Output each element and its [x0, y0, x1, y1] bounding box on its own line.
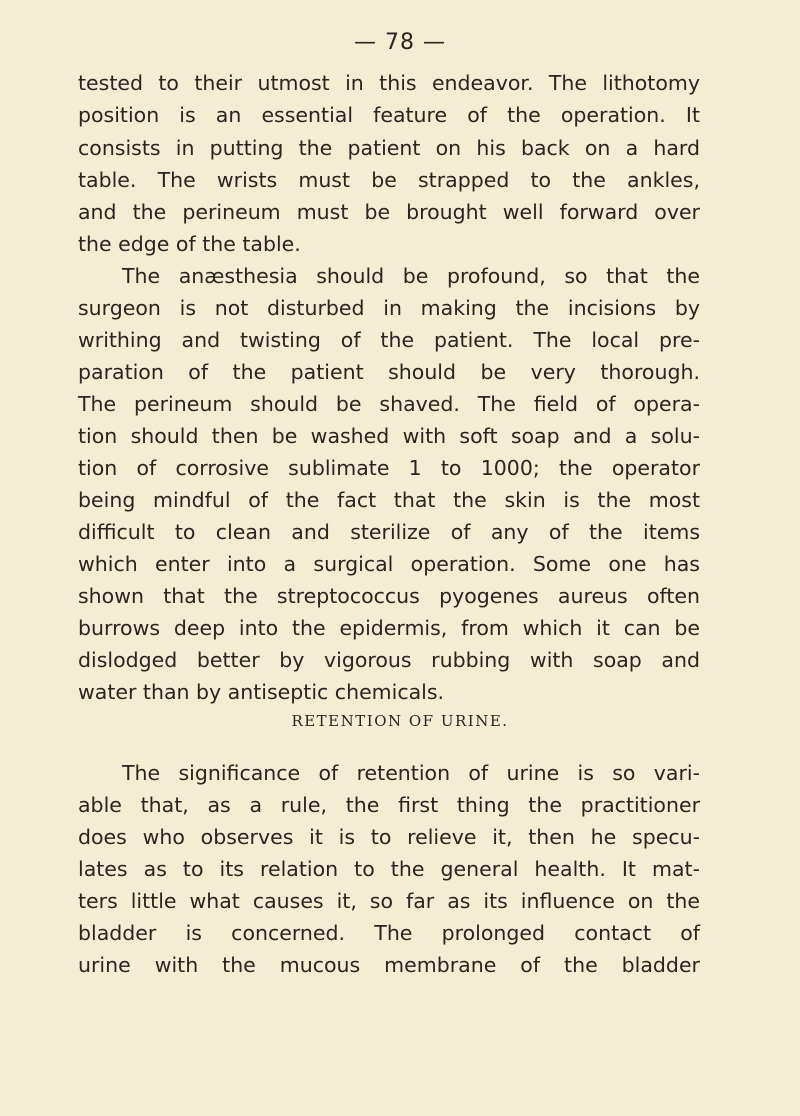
text-line: shown that the streptococcus pyogenes aureus often	[78, 584, 700, 608]
text-line: the edge of the table.	[78, 232, 301, 256]
text-line: water than by antiseptic chemicals.	[78, 680, 445, 704]
text-line: writhing and twisting of the patient. The local pre-	[78, 328, 700, 352]
section-heading: RETENTION OF URINE.	[291, 712, 509, 730]
page-number: — 78 —	[354, 30, 446, 55]
text-line: urine with the mucous membrane of the bladder	[78, 953, 700, 977]
text-line: does who observes it is to relieve it, then he specu-	[78, 825, 700, 849]
text-line: The anæsthesia should be profound, so that the	[122, 264, 700, 288]
text-line: which enter into a surgical operation. Some one has	[78, 552, 700, 576]
text-line: able that, as a rule, the first thing the practitioner	[78, 793, 700, 817]
text-line: surgeon is not disturbed in making the incisions by	[78, 296, 700, 320]
text-line: and the perineum must be brought well forward over	[78, 200, 700, 224]
text-line: position is an essential feature of the operation. It	[78, 103, 700, 127]
text-line: table. The wrists must be strapped to the ankles,	[78, 168, 700, 192]
text-line: consists in putting the patient on his back on a hard	[78, 136, 700, 160]
text-line: The perineum should be shaved. The field of opera-	[78, 392, 700, 416]
text-line: dislodged better by vigorous rubbing with soap and	[78, 648, 700, 672]
text-line: difficult to clean and sterilize of any of the items	[78, 520, 700, 544]
text-line: The significance of retention of urine is so vari-	[122, 761, 700, 785]
text-line: tion should then be washed with soft soap and a solu-	[78, 424, 700, 448]
text-line: tion of corrosive sublimate 1 to 1000; the operator	[78, 456, 700, 480]
text-line: burrows deep into the epidermis, from which it can be	[78, 616, 700, 640]
text-line: paration of the patient should be very thorough.	[78, 360, 700, 384]
text-line: tested to their utmost in this endeavor. The lithotomy	[78, 71, 700, 95]
text-line: bladder is concerned. The prolonged contact of	[78, 921, 700, 945]
text-line: ters little what causes it, so far as its influence on the	[78, 889, 700, 913]
text-line: being mindful of the fact that the skin is the most	[78, 488, 700, 512]
text-line: lates as to its relation to the general health. It mat-	[78, 857, 700, 881]
